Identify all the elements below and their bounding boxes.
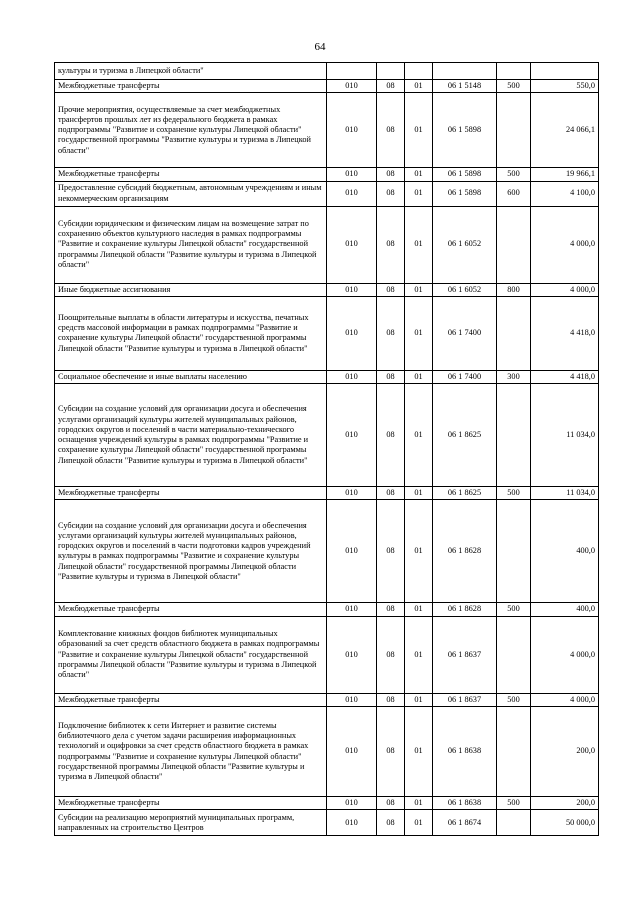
expense-type-cell xyxy=(497,500,531,603)
target-article-cell xyxy=(433,63,497,80)
amount-cell: 24 066,1 xyxy=(531,93,599,168)
amount-cell: 11 034,0 xyxy=(531,384,599,487)
table-body xyxy=(55,63,599,836)
expense-name-cell: Поощрительные выплаты в области литературы и искусства, печатных средств массовой информации в рамках подпрограммы "Развитие и сохранение культуры Липецкой области" государственной программы Липецкой области "Развитие культуры и туризма в Липецкой области" xyxy=(55,296,327,370)
subsection-code-cell: 01 xyxy=(405,370,433,383)
subsection-code-cell: 01 xyxy=(405,487,433,500)
amount-cell: 50 000,0 xyxy=(531,810,599,836)
expense-name-cell: Межбюджетные трансферты xyxy=(55,797,327,810)
target-article-cell: 06 1 8674 xyxy=(433,810,497,836)
ministry-code-cell: 010 xyxy=(327,370,377,383)
subsection-code-cell xyxy=(405,63,433,80)
section-code-cell: 08 xyxy=(377,283,405,296)
target-article-cell: 06 1 8625 xyxy=(433,384,497,487)
section-code-cell: 08 xyxy=(377,168,405,181)
expense-name-cell: Межбюджетные трансферты xyxy=(55,168,327,181)
expense-type-cell: 500 xyxy=(497,693,531,706)
expense-name-cell: Иные бюджетные ассигнования xyxy=(55,283,327,296)
expense-type-cell xyxy=(497,810,531,836)
target-article-cell: 06 1 8638 xyxy=(433,797,497,810)
target-article-cell: 06 1 8628 xyxy=(433,603,497,616)
amount-cell: 4 000,0 xyxy=(531,616,599,693)
expense-type-cell xyxy=(497,616,531,693)
table-row xyxy=(55,206,599,283)
expense-name-cell: Межбюджетные трансферты xyxy=(55,603,327,616)
subsection-code-cell: 01 xyxy=(405,296,433,370)
subsection-code-cell: 01 xyxy=(405,603,433,616)
expense-name-cell: Прочие мероприятия, осуществляемые за счет межбюджетных трансфертов прошлых лет из федерального бюджета в рамках подпрограммы "Развитие и сохранение культуры Липецкой области" государственной программы "Развитие культуры и туризма в Липецкой области" xyxy=(55,93,327,168)
amount-cell: 4 100,0 xyxy=(531,181,599,206)
amount-cell: 4 000,0 xyxy=(531,693,599,706)
section-code-cell: 08 xyxy=(377,487,405,500)
expense-type-cell: 500 xyxy=(497,603,531,616)
expense-type-cell: 500 xyxy=(497,168,531,181)
ministry-code-cell: 010 xyxy=(327,168,377,181)
ministry-code-cell: 010 xyxy=(327,603,377,616)
ministry-code-cell: 010 xyxy=(327,283,377,296)
expense-type-cell: 500 xyxy=(497,487,531,500)
target-article-cell: 06 1 6052 xyxy=(433,206,497,283)
expense-type-cell xyxy=(497,296,531,370)
table-row xyxy=(55,384,599,487)
ministry-code-cell: 010 xyxy=(327,500,377,603)
table-row xyxy=(55,181,599,206)
section-code-cell: 08 xyxy=(377,384,405,487)
section-code-cell: 08 xyxy=(377,93,405,168)
section-code-cell: 08 xyxy=(377,80,405,93)
ministry-code-cell: 010 xyxy=(327,296,377,370)
amount-cell: 11 034,0 xyxy=(531,487,599,500)
subsection-code-cell: 01 xyxy=(405,168,433,181)
subsection-code-cell: 01 xyxy=(405,80,433,93)
ministry-code-cell: 010 xyxy=(327,487,377,500)
ministry-code-cell: 010 xyxy=(327,707,377,797)
table-row xyxy=(55,603,599,616)
expense-name-cell: Комплектование книжных фондов библиотек муниципальных образований за счет средств областного бюджета в рамках подпрограммы "Развитие и сохранение культуры Липецкой области" государственной программы Липецкой области "Развитие культуры и туризма в Липецкой области" xyxy=(55,616,327,693)
amount-cell: 4 418,0 xyxy=(531,370,599,383)
subsection-code-cell: 01 xyxy=(405,206,433,283)
section-code-cell: 08 xyxy=(377,603,405,616)
expense-type-cell: 300 xyxy=(497,370,531,383)
target-article-cell: 06 1 8625 xyxy=(433,487,497,500)
expense-name-cell: Субсидии на создание условий для организации досуга и обеспечения услугами организаций культуры жителей муниципальных районов, городских округов и поселений в части материально-технического оснащения учреждений культуры в рамках подпрограммы "Развитие и сохранение культуры Липецкой области" государственной программы Липецкой области "Развитие культуры и туризма в Липецкой области" xyxy=(55,384,327,487)
page-number: 64 xyxy=(314,41,326,53)
subsection-code-cell: 01 xyxy=(405,707,433,797)
amount-cell: 400,0 xyxy=(531,603,599,616)
section-code-cell: 08 xyxy=(377,707,405,797)
amount-cell xyxy=(531,63,599,80)
amount-cell: 400,0 xyxy=(531,500,599,603)
subsection-code-cell: 01 xyxy=(405,810,433,836)
target-article-cell: 06 1 6052 xyxy=(433,283,497,296)
ministry-code-cell: 010 xyxy=(327,93,377,168)
table-row xyxy=(55,93,599,168)
target-article-cell: 06 1 8638 xyxy=(433,707,497,797)
table-row xyxy=(55,487,599,500)
table-row xyxy=(55,693,599,706)
subsection-code-cell: 01 xyxy=(405,693,433,706)
table-row xyxy=(55,616,599,693)
expense-name-cell: Социальное обеспечение и иные выплаты населению xyxy=(55,370,327,383)
subsection-code-cell: 01 xyxy=(405,797,433,810)
target-article-cell: 06 1 7400 xyxy=(433,296,497,370)
subsection-code-cell: 01 xyxy=(405,283,433,296)
ministry-code-cell: 010 xyxy=(327,80,377,93)
expense-name-cell: Межбюджетные трансферты xyxy=(55,80,327,93)
expense-type-cell: 500 xyxy=(497,797,531,810)
expense-type-cell xyxy=(497,63,531,80)
expense-type-cell xyxy=(497,93,531,168)
expense-name-cell: Субсидии на реализацию мероприятий муниципальных программ, направленных на строительство Центров xyxy=(55,810,327,836)
ministry-code-cell: 010 xyxy=(327,810,377,836)
subsection-code-cell: 01 xyxy=(405,616,433,693)
amount-cell: 200,0 xyxy=(531,707,599,797)
target-article-cell: 06 1 8637 xyxy=(433,616,497,693)
section-code-cell: 08 xyxy=(377,181,405,206)
ministry-code-cell: 010 xyxy=(327,616,377,693)
ministry-code-cell xyxy=(327,63,377,80)
section-code-cell: 08 xyxy=(377,797,405,810)
table-row xyxy=(55,500,599,603)
expense-name-cell: Межбюджетные трансферты xyxy=(55,693,327,706)
section-code-cell xyxy=(377,63,405,80)
table-row xyxy=(55,707,599,797)
target-article-cell: 06 1 8628 xyxy=(433,500,497,603)
expense-type-cell: 600 xyxy=(497,181,531,206)
amount-cell: 4 418,0 xyxy=(531,296,599,370)
expense-type-cell xyxy=(497,707,531,797)
expense-type-cell: 800 xyxy=(497,283,531,296)
expense-name-cell: Предоставление субсидий бюджетным, автономным учреждениям и иным некоммерческим организациям xyxy=(55,181,327,206)
expense-name-cell: культуры и туризма в Липецкой области" xyxy=(55,63,327,80)
expense-name-cell: Субсидии на создание условий для организации досуга и обеспечения услугами организаций культуры жителей муниципальных районов, городских округов и поселений в части подготовки кадров учреждений культуры в рамках подпрограммы "Развитие и сохранение культуры Липецкой области" государственной программы Липецкой области "Развитие культуры и туризма в Липецкой области" xyxy=(55,500,327,603)
table-row xyxy=(55,797,599,810)
table-row xyxy=(55,63,599,80)
section-code-cell: 08 xyxy=(377,206,405,283)
ministry-code-cell: 010 xyxy=(327,797,377,810)
amount-cell: 4 000,0 xyxy=(531,206,599,283)
amount-cell: 4 000,0 xyxy=(531,283,599,296)
expense-type-cell xyxy=(497,384,531,487)
table-row xyxy=(55,296,599,370)
table-row xyxy=(55,370,599,383)
subsection-code-cell: 01 xyxy=(405,93,433,168)
target-article-cell: 06 1 5148 xyxy=(433,80,497,93)
subsection-code-cell: 01 xyxy=(405,500,433,603)
expense-name-cell: Субсидии юридическим и физическим лицам на возмещение затрат по сохранению объектов культурного наследия в рамках подпрограммы "Развитие и сохранение культуры Липецкой области" государственной программы Липецкой области "Развитие культуры и туризма в Липецкой области" xyxy=(55,206,327,283)
section-code-cell: 08 xyxy=(377,370,405,383)
target-article-cell: 06 1 5898 xyxy=(433,93,497,168)
expense-name-cell: Подключение библиотек к сети Интернет и развитие системы библиотечного дела с учетом задачи расширения информационных технологий и оцифровки за счет средств областного бюджета в рамках подпрограммы "Развитие и сохранение культуры Липецкой области" государственной программы Липецкой области "Развитие культуры и туризма в Липецкой области" xyxy=(55,707,327,797)
section-code-cell: 08 xyxy=(377,693,405,706)
section-code-cell: 08 xyxy=(377,616,405,693)
subsection-code-cell: 01 xyxy=(405,181,433,206)
table-row xyxy=(55,810,599,836)
ministry-code-cell: 010 xyxy=(327,384,377,487)
ministry-code-cell: 010 xyxy=(327,206,377,283)
table-row xyxy=(55,283,599,296)
target-article-cell: 06 1 8637 xyxy=(433,693,497,706)
amount-cell: 200,0 xyxy=(531,797,599,810)
table-row xyxy=(55,80,599,93)
target-article-cell: 06 1 7400 xyxy=(433,370,497,383)
table-row xyxy=(55,168,599,181)
expense-name-cell: Межбюджетные трансферты xyxy=(55,487,327,500)
amount-cell: 19 966,1 xyxy=(531,168,599,181)
expense-type-cell: 500 xyxy=(497,80,531,93)
ministry-code-cell: 010 xyxy=(327,181,377,206)
section-code-cell: 08 xyxy=(377,810,405,836)
subsection-code-cell: 01 xyxy=(405,384,433,487)
section-code-cell: 08 xyxy=(377,500,405,603)
budget-table xyxy=(54,62,599,836)
amount-cell: 550,0 xyxy=(531,80,599,93)
ministry-code-cell: 010 xyxy=(327,693,377,706)
section-code-cell: 08 xyxy=(377,296,405,370)
target-article-cell: 06 1 5898 xyxy=(433,168,497,181)
expense-type-cell xyxy=(497,206,531,283)
target-article-cell: 06 1 5898 xyxy=(433,181,497,206)
